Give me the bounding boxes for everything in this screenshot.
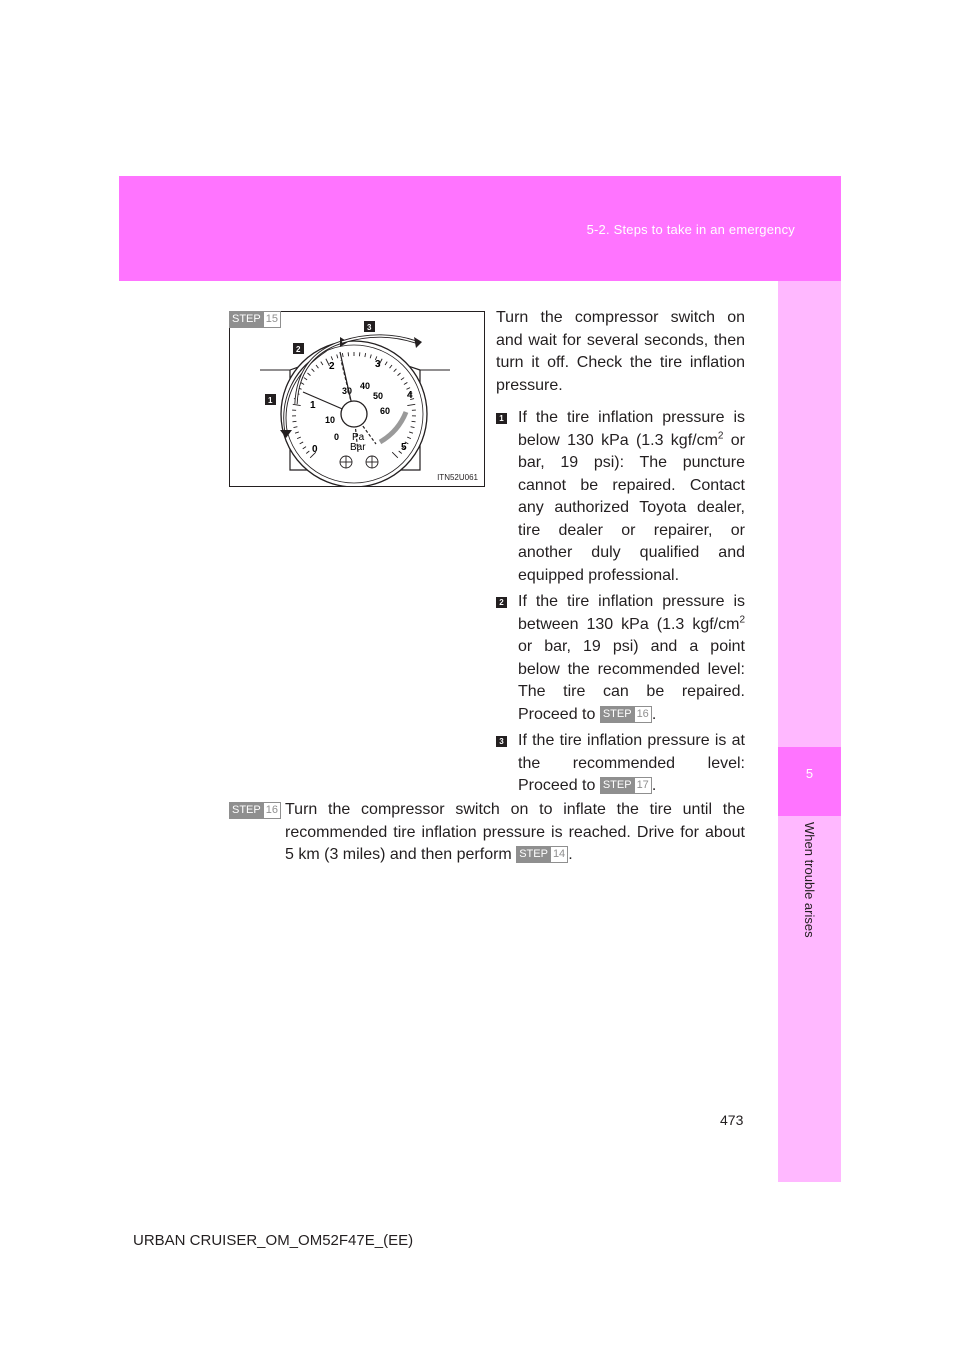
step-15-intro: Turn the compressor switch on and wait for several seconds, then turn it off. Check the tire inflation pressure. — [496, 309, 745, 394]
footer-doc-code: URBAN CRUISER_OM_OM52F47E_(EE) — [133, 1232, 414, 1249]
step-word: STEP — [229, 311, 264, 328]
chapter-label-wrap — [778, 816, 841, 966]
gauge-tick — [412, 421, 416, 422]
step-16-badge — [229, 802, 281, 819]
callout-2: 2 — [296, 345, 301, 354]
scale-label-inner-10: 10 — [325, 415, 336, 425]
scale-label-outer-4: 4 — [407, 390, 413, 401]
header-band — [119, 176, 841, 281]
result-item-2 — [496, 591, 745, 726]
gauge-tick — [292, 421, 296, 422]
item-marker-3: 3 — [496, 736, 507, 747]
item-1-text-before: If the tire inflation pressure is below 130 kPa (1.3 kgf/cm — [518, 409, 745, 449]
scale-label-inner-40: 40 — [360, 381, 371, 391]
step-number: 15 — [264, 311, 281, 328]
step-16-block — [229, 799, 745, 867]
item-1-text-after: or bar, 19 psi): The puncture cannot be repaired. Contact any authorized Toyota dealer, tire dealer or repairer, or another duly qualified and equipped professional. — [518, 431, 745, 584]
chapter-number: 5 — [805, 766, 814, 781]
scale-label-inner-30: 30 — [342, 386, 353, 396]
step-word: STEP — [600, 777, 635, 794]
step-word: STEP — [516, 846, 551, 863]
scale-label-inner-0: 0 — [334, 432, 340, 442]
scale-label-outer-0: 0 — [312, 444, 318, 455]
item-2-text-before: If the tire inflation pressure is between 130 kPa (1.3 kgf/cm — [518, 593, 745, 633]
step-ref-number: 16 — [635, 706, 652, 723]
scale-label-inner-50: 50 — [373, 391, 384, 401]
step-15-badge — [229, 311, 281, 329]
item-2-sup: 2 — [739, 614, 745, 626]
step-17-ref[interactable] — [600, 777, 652, 794]
item-marker-1: 1 — [496, 413, 507, 424]
step-14-ref[interactable] — [516, 846, 568, 863]
item-1-sup: 2 — [717, 430, 724, 442]
pressure-gauge-illustration — [230, 312, 484, 486]
chapter-label: When trouble arises — [802, 822, 817, 938]
scale-label-outer-2: 2 — [329, 361, 335, 372]
callout-3: 3 — [367, 323, 372, 332]
item-3-text-before: If the tire inflation pressure is at the recommended level: Proceed to — [518, 732, 745, 794]
step-16-ref[interactable] — [600, 706, 652, 723]
page-number: 473 — [720, 1112, 744, 1128]
scale-label-outer-5: 5 — [401, 442, 407, 453]
scale-label-outer-1: 1 — [310, 400, 316, 411]
unit-label-pa: Pa — [352, 432, 365, 443]
item-2-text-after: or bar, 19 psi) and a point below the recommended level: The tire can be repaired. Proceed to — [518, 638, 745, 723]
unit-label-bar: Bar — [350, 442, 366, 453]
step-word: STEP — [600, 706, 635, 723]
step-word: STEP — [229, 802, 264, 819]
scale-label-inner-60: 60 — [380, 406, 391, 416]
step-16-text: Turn the compressor switch on to inflate the tire until the recommended tire inflation pressure is reached. Drive for about 5 km (3 miles) and then perform — [285, 801, 745, 863]
pressure-gauge-figure — [229, 311, 485, 487]
side-tab-upper — [778, 281, 841, 747]
chapter-tab[interactable] — [778, 747, 841, 816]
item-marker-2: 2 — [496, 597, 507, 608]
scale-label-outer-3: 3 — [375, 359, 381, 370]
result-item-3 — [496, 730, 745, 798]
step-ref-number: 17 — [635, 777, 652, 794]
section-title: 5-2. Steps to take in an emergency — [586, 222, 795, 237]
step-number: 16 — [264, 802, 281, 819]
step-ref-number: 14 — [551, 846, 568, 863]
result-item-1 — [496, 407, 745, 587]
step-16-text-end: . — [568, 846, 573, 863]
item-2-text-end: . — [651, 705, 657, 723]
figure-code: ITN52U061 — [437, 473, 478, 482]
callout-1: 1 — [268, 396, 273, 405]
item-3-text-end: . — [651, 777, 657, 794]
